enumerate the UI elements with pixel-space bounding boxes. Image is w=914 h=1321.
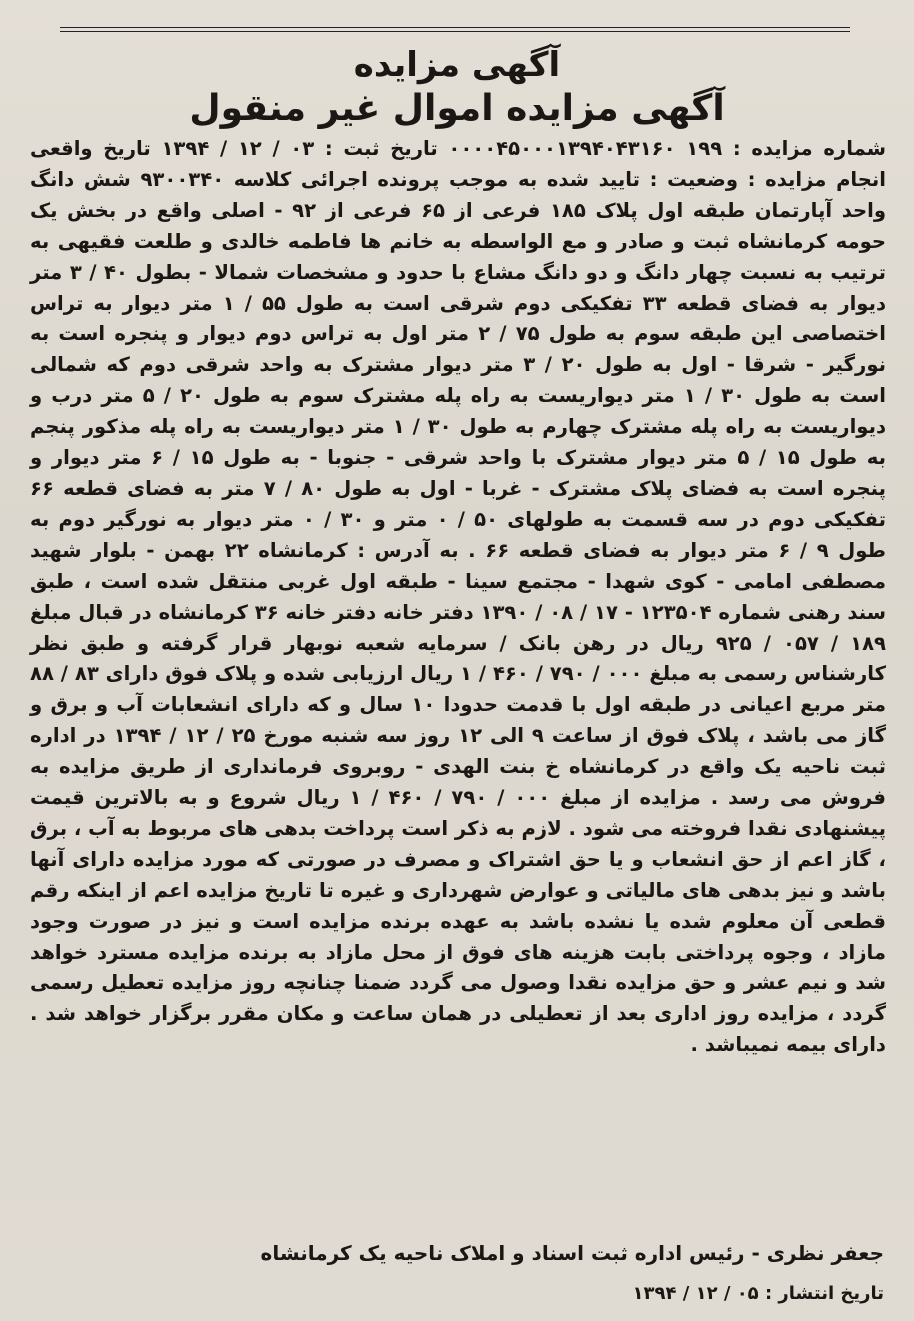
notice-body: شماره مزایده : ۱۹۹ ۰۰۰۰۴۵۰۰۰۱۳۹۴۰۴۳۱۶۰ تاریخ ثبت : ۰۳ / ۱۲ / ۱۳۹۴ تاریخ واقعی انجام مزایده : وضعیت : تایید شده به موجب پرونده اجرائی کلاسه ۹۳۰۰۳۴۰ شش دانگ واحد آپارتمان طبقه اول پلاک ۱۸۵ فرعی از ۶۵ فرعی از ۹۲ - اصلی واقع در بخش یک حومه کرمانشاه ثبت و صادر و مع الواسطه به خانم ها فاطمه خالدی و طلعت فقیهی به ترتیب به نسبت چهار دانگ و دو دانگ مشاع با حدود و مشخصات شمالا - بطول ۴۰ / ۳ متر دیوار به فضای قطعه ۳۳ تفکیکی دوم شرقی است به طول ۵۵ / ۱ متر دیوار به تراس اختصاصی این طبقه سوم به طول ۷۵ / ۲ متر اول به تراس دوم دیوار و پنجره است به نورگیر - شرقا - اول به طول ۲۰ / ۳ متر دیوار مشترک به واحد شرقی دوم که شمالی است به طول ۳۰ / ۱ متر دیواریست به راه پله مشترک سوم به طول ۲۰ / ۵ متر درب و دیواریست به راه پله مشترک چهارم به طول ۳۰ / ۱ متر دیواریست به راه پله مذکور پنجم به طول ۱۵ / ۵ متر دیوار مشترک با واحد شرقی - جنوبا - به طول ۱۵ / ۶ متر دیوار و پنجره است به فضای پلاک مشترک - غربا - اول به طول ۸۰ / ۷ متر به فضای قطعه ۶۶ تفکیکی دوم در سه قسمت به طولهای ۵۰ / ۰ متر و ۳۰ / ۰ متر دیوار به نورگیر دوم به طول ۹ / ۶ متر دیوار به فضای قطعه ۶۶ . به آدرس : کرمانشاه ۲۲ بهمن - بلوار شهید مصطفی امامی - کوی شهدا - مجتمع سینا - طبقه اول غربی منتقل شده است ، طبق سند رهنی شماره ۱۲۳۵۰۴ - ۱۷ / ۰۸ / ۱۳۹۰ دفتر خانه دفتر خانه ۳۶ کرمانشاه در قبال مبلغ ۱۸۹ / ۰۵۷ / ۹۲۵ ریال در رهن بانک / سرمایه شعبه نوبهار قرار گرفته و طبق نظر کارشناس رسمی به مبلغ ۰۰۰ / ۷۹۰ / ۴۶۰ / ۱ ریال ارزیابی شده و پلاک فوق دارای ۸۳ / ۸۸ متر مربع اعیانی در طبقه اول با قدمت حدودا ۱۰ سال و که دارای انشعابات آب و برق و گاز می باشد ، پلاک فوق از ساعت ۹ الی ۱۲ روز سه شنبه مورخ ۲۵ / ۱۲ / ۱۳۹۴ در اداره ثبت ناحیه یک واقع در کرمانشاه خ بنت الهدی - روبروی فرمانداری از طریق مزایده به فروش می رسد . مزایده از مبلغ ۰۰۰ / ۷۹۰ / ۴۶۰ / ۱ ریال شروع و به بالاترین قیمت پیشنهادی نقدا فروخته می شود . لازم به ذکر است پرداخت بدهی های مربوط به آب ، برق ، گاز اعم از حق انشعاب و یا حق اشتراک و مصرف در صورتی که مورد مزایده دارای آنها باشد و نیز بدهی های مالیاتی و عوارض شهرداری و غیره تا تاریخ مزایده اعم از اینکه رقم قطعی آن معلوم شده یا نشده باشد به عهده برنده مزایده است و نیز در صورت وجود مازاد ، وجوه پرداختی بابت هزینه های فوق از محل مازاد به برنده مزایده مسترد خواهد شد و نیم عشر و حق مزایده نقدا وصول می گردد ضمنا چنانچه روز مزایده تعطیل رسمی گردد ، مزایده روز اداری بعد از تعطیلی در همان ساعت و مکان مقرر برگزار خواهد شد . دارای بیمه نمیباشد . [30,137,887,1057]
header-divider [60,22,850,36]
signature-line: جعفر نظری - رئیس اداره ثبت اسناد و املاک ناحیه یک کرمانشاه [260,1241,884,1265]
notice-subtitle: آگهی مزایده اموال غیر منقول [189,88,725,129]
notice-title: آگهی مزایده [353,45,561,85]
title-block [0,44,914,132]
publish-date: تاریخ انتشار : ۰۵ / ۱۲ / ۱۳۹۴ [632,1283,884,1304]
